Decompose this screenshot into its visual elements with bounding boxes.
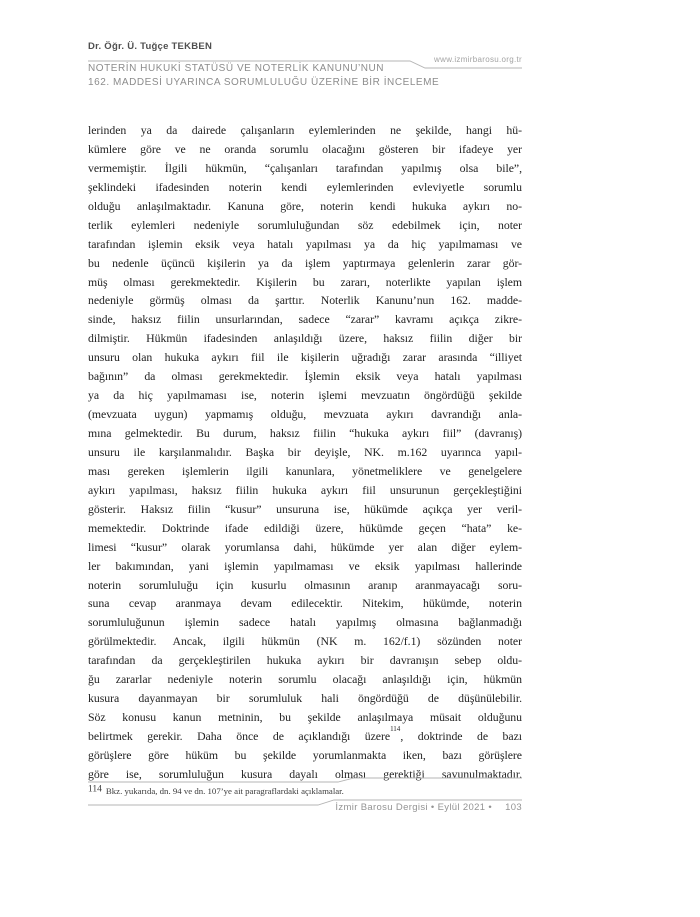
body-line: bağının” da olması gerekmektedir. İşlemin eksik veya hatalı yapılması: [88, 369, 522, 384]
body-line: görüşlere göre hüküm bu şekilde yorumlanmakta iken, bazı görüşlere: [88, 747, 522, 762]
body-line: unsuru ile karşılanmalıdır. Başka bir deyişle, NK. m.162 uyarınca yapıl-: [88, 444, 522, 459]
page-footer: [88, 802, 522, 813]
body-line: şeklindeki ifadesinden noterin kendi eylemlerinden evleviyetle sorumlu: [88, 179, 522, 194]
body-line: ması gereken işlemlerin ilgili kanunlara, yönetmeliklere ve genelgelere: [88, 463, 522, 478]
body-line: (mevzuata uygun) yapmamış olduğu, mevzuata aykırı davrandığı anla-: [88, 407, 522, 422]
body-line: göre ise, sorumluluğun kusura dayalı olması gerektiği savunulmaktadır.: [88, 766, 522, 781]
body-line: olduğu anlaşılmaktadır. Kanuna göre, noterin kendi hukuka aykırı no-: [88, 198, 522, 213]
footnote-reference: 114: [390, 725, 401, 734]
body-line: müş olması gerekmektedir. Kişilerin bu zararı, noterlikte yapılan işlem: [88, 274, 522, 289]
body-line: ğu zararlar nedeniyle noterin sorumlu olacağı anlaşıldığı için, hükmün: [88, 672, 522, 687]
body-line: nedeniyle görmüş olması da şarttır. Noterlik Kanunu’nun 162. madde-: [88, 293, 522, 308]
footnote-number: 114: [88, 784, 102, 795]
body-line: görülmektedir. Ancak, ilgili hükmün (NK m. 162/f.1) sözünden noter: [88, 634, 522, 649]
body-line: suna cevap aranmaya devam edilecektir. Nitekim, hükümde, noterin: [88, 596, 522, 611]
page-number: 103: [505, 802, 522, 813]
body-line: dilmiştir. Hükmün ifadesinden anlaşıldığı üzere, haksız fiilin diğer bir: [88, 331, 522, 346]
body-paragraph: [88, 121, 522, 784]
footnote-text: Bkz. yukarıda, dn. 94 ve dn. 107’ye ait paragraflardaki açıklamalar.: [105, 786, 344, 796]
body-line: limesi “kusur” olarak yorumlansa dahi, hükümde yer alan diğer eylem-: [88, 539, 522, 554]
body-line: lerinden ya da dairede çalışanların eylemlerinden ne şekilde, hangi hü-: [88, 123, 522, 137]
body-line: tarafından da gerçekleştirilen hukuka aykırı bir davranışın sebep oldu-: [88, 653, 522, 668]
body-line: Söz konusu kanun metninin, bu şekilde anlaşılmaya müsait olduğunu: [88, 710, 522, 725]
author-name: Dr. Öğr. Ü. Tuğçe TEKBEN: [88, 41, 213, 52]
journal-name-issue: İzmir Barosu Dergisi • Eylül 2021 •: [335, 802, 493, 813]
body-line: mına gelmektedir. Bu durum, haksız fiilin “hukuka aykırı fiil” (davranış): [88, 426, 522, 440]
body-line: sinde, haksız fiilin unsurlarından, sadece “zarar” kavramı açıkça zikre-: [88, 312, 522, 327]
body-line: kusura dayanmayan bir sorumluluk hali öngördüğü de düşünülebilir.: [88, 691, 522, 706]
article-title-line-1: NOTERİN HUKUKİ STATÜSÜ VE NOTERLİK KANUNU’NUN: [88, 63, 385, 74]
body-line: terlik eylemleri nedeniyle sorumluluğundan söz edebilmek için, noter: [88, 217, 522, 232]
body-line: ya da hiç yapılmaması ise, noterin işlemi mevzuatın öngördüğü şekilde: [88, 388, 522, 403]
body-line: unsuru olan hukuka aykırı fiil ile kişilerin uğradığı zarar arasında “illiyet: [88, 350, 522, 365]
body-line: bu nedenle üçüncü kişilerin ya da işlem yaptırmaya gelenlerin zarar gör-: [88, 255, 522, 270]
journal-website: www.izmirbarosu.org.tr: [434, 55, 522, 64]
body-line: aykırı yapılması, haksız fiilin hukuka aykırı fiil unsurunun gerçekleştiğini: [88, 482, 522, 497]
body-line-text: , doktrinde de bazı: [400, 729, 522, 743]
body-line: gösterir. Haksız fiilin “kusur” unsuruna ise, hükümde açıkça yer veril-: [88, 501, 522, 516]
body-line: [88, 727, 522, 746]
footnote-separator-rule: [88, 775, 522, 785]
article-title-line-2: 162. MADDESİ UYARINCA SORUMLULUĞU ÜZERİNE BİR İNCELEME: [88, 77, 440, 88]
body-line: vermemiştir. İlgili hükmün, “çalışanları tarafından yapılmış olsa bile”,: [88, 160, 522, 175]
body-line: noterin sorumluluğu için kusurlu olmasının aranıp aranmayacağı soru-: [88, 577, 522, 592]
body-line: kümlere göre ve ne oranda sorumlu olacağını gösteren bir ifadeye yer: [88, 141, 522, 156]
body-line: ler bakımından, yani işlemin yapılmaması ve eksik yapılması hallerinde: [88, 558, 522, 573]
body-line-text: belirtmek gerekir. Daha önce de açıklandığı üzere: [88, 729, 391, 743]
body-line: sorumluluğunun işlemin sadece hatalı yapılmış olmasına bağlanmadığı: [88, 615, 522, 630]
body-line: memektedir. Doktrinde ifade edildiği üzere, hükümde geçen “hata” ke-: [88, 520, 522, 535]
body-line: tarafından işlemin eksik veya hatalı yapılması ya da hiç yapılmaması ve: [88, 236, 522, 251]
